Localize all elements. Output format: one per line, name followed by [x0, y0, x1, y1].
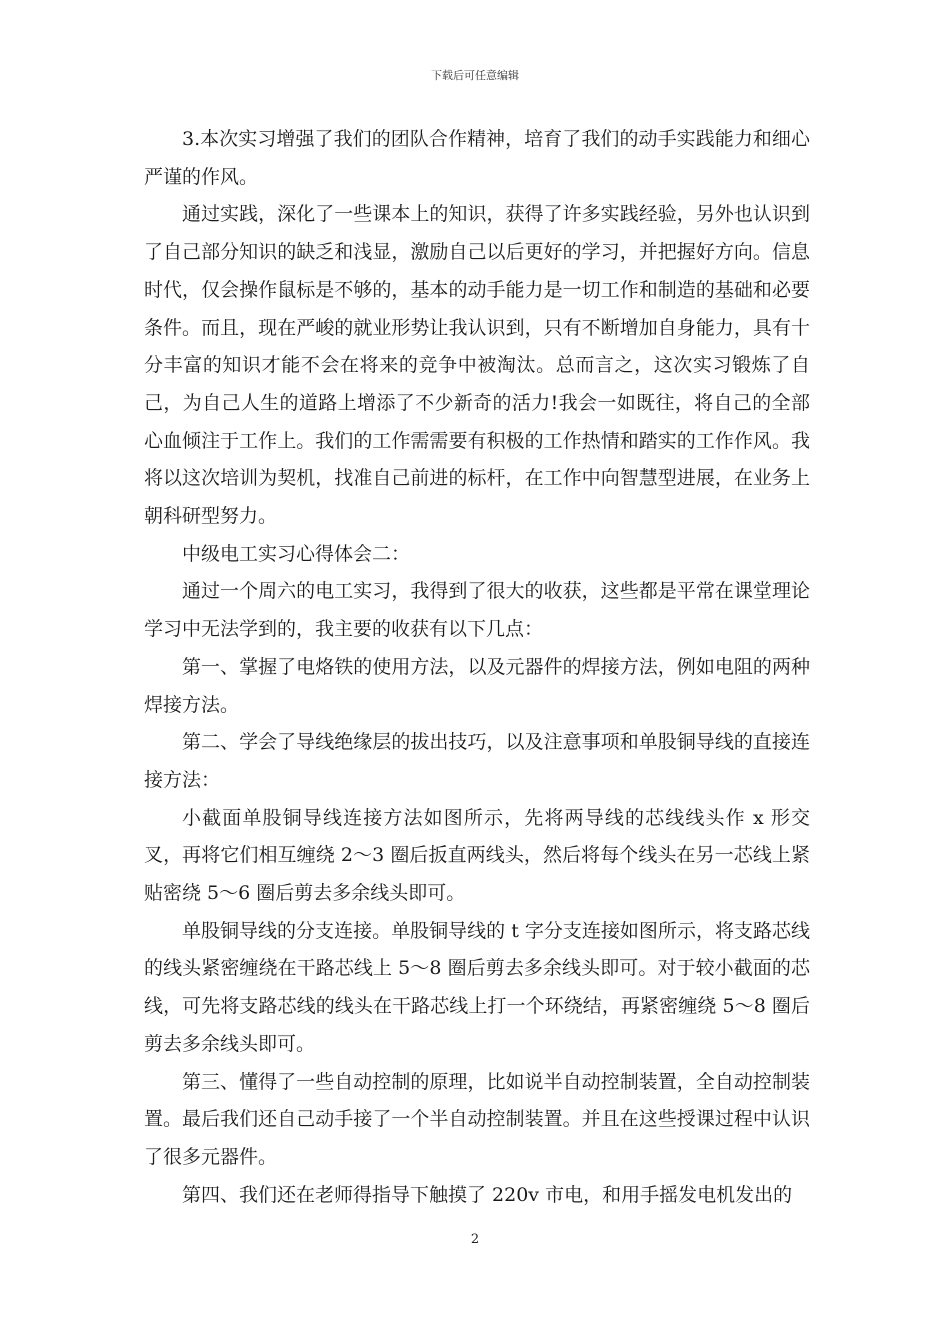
paragraph-2: 通过实践，深化了一些课本上的知识，获得了许多实践经验，另外也认识到了自己部分知识的缺乏和浅显，激励自己以后更好的学习，并把握好方向。信息时代，仅会操作鼠标是不够的，基本的动手能力是一切工作和制造的基础和必要条件。而且，现在严峻的就业形势让我认识到，只有不断增加自身能力，具有十分丰富的知识才能不会在将来的竞争中被淘汰。总而言之，这次实习锻炼了自己，为自己人生的道路上增添了不少新奇的活力!我会一如既往，将自己的全部心血倾注于工作上。我们的工作需需要有积极的工作热情和踏实的工作作风。我将以这次培训为契机，找准自己前进的标杆，在工作中向智慧型进展，在业务上朝科研型努力。 [144, 203, 810, 528]
paragraph-7: 单股铜导线的分支连接。单股铜导线的 t 字分支连接如图所示，将支路芯线的线头紧密缠绕在干路芯线上 5～8 圈后剪去多余线头即可。对于较小截面的芯线，可先将支路芯线的线头在干路芯线上打一个环绕结，再紧密缠绕 5～8 圈后剪去多余线头即可。 [144, 919, 810, 1055]
paragraph-3: 通过一个周六的电工实习，我得到了很大的收获，这些都是平常在课堂理论学习中无法学到的，我主要的收获有以下几点： [144, 580, 810, 641]
page-number: 2 [470, 1232, 480, 1247]
document-body [144, 121, 810, 1214]
paragraph-6: 小截面单股铜导线连接方法如图所示，先将两导线的芯线线头作 x 形交叉，再将它们相互缠绕 2～3 圈后扳直两线头，然后将每个线头在另一芯线上紧贴密绕 5～6 圈后剪去多余线头即可。 [144, 806, 810, 905]
page-header: 下载后可任意编辑 [431, 69, 519, 82]
section-heading: 中级电工实习心得体会二： [182, 542, 411, 565]
paragraph-5: 第二、学会了导线绝缘层的拔出技巧，以及注意事项和单股铜导线的直接连接方法： [144, 731, 810, 791]
paragraph-9: 第四、我们还在老师得指导下触摸了 220v 市电，和用手摇发电机发出的 [182, 1183, 793, 1206]
paragraph-8: 第三、懂得了一些自动控制的原理，比如说半自动控制装置，全自动控制装置。最后我们还自己动手接了一个半自动控制装置。并且在这些授课过程中认识了很多元器件。 [144, 1070, 810, 1168]
paragraph-4: 第一、掌握了电烙铁的使用方法，以及元器件的焊接方法，例如电阻的两种焊接方法。 [144, 655, 810, 716]
paragraph-1: 3.本次实习增强了我们的团队合作精神，培育了我们的动手实践能力和细心严谨的作风。 [144, 128, 810, 188]
